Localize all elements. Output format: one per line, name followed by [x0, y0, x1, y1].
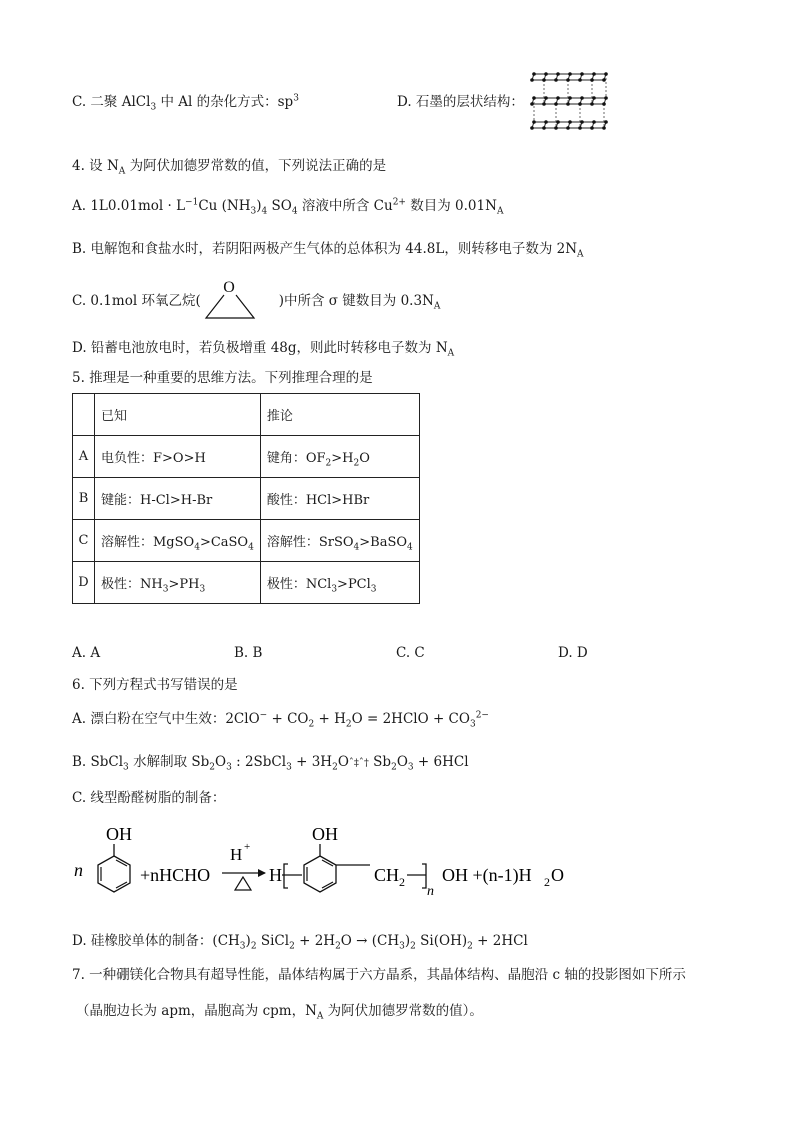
- table-row: [73, 436, 420, 478]
- text-fragment: 4. 设 N: [72, 158, 119, 174]
- text-fragment: O: [396, 754, 408, 770]
- text-fragment: 溶解性：SrSO: [266, 535, 354, 550]
- q3-option-c: [72, 93, 299, 111]
- known-cell: [95, 436, 261, 478]
- text-fragment: 4: [194, 542, 200, 553]
- svg-text:2: 2: [399, 875, 405, 889]
- q6-stem: 6. 下列方程式书写错误的是: [72, 677, 238, 693]
- text-fragment: −: [259, 710, 268, 721]
- text-fragment: 3: [123, 762, 129, 773]
- text-fragment: 3: [150, 102, 157, 113]
- text-fragment: A: [447, 348, 455, 359]
- q5-option-b: B. B: [234, 645, 263, 661]
- text-fragment: O: [359, 451, 370, 466]
- table-header-cell: [73, 394, 95, 436]
- q6-option-b: [72, 753, 469, 773]
- text-fragment: 极性：NH: [101, 577, 163, 592]
- phenolic-resin-equation: [70, 820, 570, 900]
- text-fragment: 2: [308, 719, 315, 730]
- q6-option-c: C. 线型酚醛树脂的制备：: [72, 790, 226, 806]
- text-fragment: 2: [345, 719, 352, 730]
- text-fragment: + 6HCl: [413, 754, 469, 770]
- text-fragment: : 2SbCl: [231, 754, 287, 770]
- text-fragment: 3: [199, 584, 206, 595]
- svg-text:2: 2: [544, 875, 550, 889]
- text-fragment: O: [215, 754, 227, 770]
- text-fragment: 2: [209, 762, 215, 773]
- text-fragment: Sb: [368, 754, 392, 770]
- oxygen-atom-label: O: [223, 279, 235, 296]
- text-fragment: ): [245, 933, 251, 949]
- text-fragment: 3: [250, 206, 257, 217]
- q3-option-d: [397, 93, 524, 111]
- methylene-label: CH: [374, 865, 400, 885]
- text-fragment: ): [404, 933, 411, 949]
- product-tail: OH +(n-1)H: [442, 865, 532, 885]
- text-fragment: 为阿伏加德罗常数的值，下列说法正确的是: [125, 158, 387, 174]
- text-fragment: 2: [391, 762, 397, 773]
- text-fragment: 3: [469, 719, 476, 730]
- text-fragment: C. 0.1mol 环氧乙烷(: [72, 293, 201, 309]
- text-fragment: Si(OH): [415, 933, 468, 949]
- text-fragment: O → (CH: [340, 933, 400, 949]
- q5-option-c: C. C: [396, 645, 425, 661]
- repeat-count-n: n: [427, 884, 434, 899]
- text-fragment: 3: [407, 762, 414, 773]
- text-fragment: 中 Al 的杂化方式：sp: [156, 94, 294, 110]
- text-fragment: Cu (NH: [198, 198, 251, 214]
- text-fragment: 溶液中所含 Cu: [297, 198, 393, 214]
- text-fragment: 2: [335, 941, 341, 952]
- known-cell: [95, 562, 261, 604]
- q4-stem: [72, 157, 386, 175]
- text-fragment: 3: [331, 584, 338, 595]
- text-fragment: D. 铅蓄电池放电时，若负极增重 48g，则此时转移电子数为 N: [72, 340, 448, 356]
- row-label: A: [73, 436, 95, 478]
- graphite-layer-structure-image: [528, 66, 612, 136]
- text-fragment: 2−: [475, 710, 489, 721]
- inference-cell: [260, 520, 419, 562]
- q5-option-d: D. D: [558, 645, 588, 661]
- text-fragment: （晶胞边长为 apm，晶胞高为 cpm，N: [76, 1003, 317, 1019]
- text-fragment: 3: [239, 941, 246, 952]
- text-fragment: O: [337, 754, 349, 770]
- known-cell: [95, 520, 261, 562]
- text-fragment: 3: [226, 762, 232, 773]
- text-fragment: 键能：H-Cl>H-Br: [101, 493, 213, 508]
- text-fragment: 3: [399, 941, 405, 952]
- text-fragment: 2: [325, 458, 332, 469]
- svg-text:+: +: [244, 841, 251, 853]
- text-fragment: >PCl: [337, 577, 371, 592]
- text-fragment: B. 电解饱和食盐水时，若阴阳两极产生气体的总体积为 44.8L，则转移电子数为 2N: [72, 241, 578, 257]
- row-label: B: [73, 478, 95, 520]
- text-fragment: B. SbCl: [72, 754, 124, 770]
- q4-option-b: [72, 240, 584, 258]
- heat-triangle: [235, 877, 251, 890]
- q4-option-d: [72, 339, 454, 357]
- text-fragment: A. 1L0.01mol · L: [72, 198, 186, 214]
- text-fragment: + 2H: [294, 933, 336, 949]
- text-fragment: SO: [267, 198, 292, 214]
- text-fragment: 4: [353, 542, 360, 553]
- q7-line2: [76, 1002, 483, 1020]
- svg-text:O: O: [551, 865, 564, 885]
- text-fragment: )中所含 σ 键数目为 0.3N: [278, 293, 434, 309]
- text-fragment: 2: [353, 458, 360, 469]
- text-fragment: + CO: [267, 711, 309, 727]
- text-fragment: 4: [407, 542, 413, 553]
- inference-cell: [260, 562, 419, 604]
- plus-formaldehyde: +nHCHO: [140, 865, 211, 885]
- text-fragment: 极性：NCl: [266, 577, 332, 592]
- text-fragment: 酸性：HCl>HBr: [266, 493, 370, 508]
- q6-option-a: [72, 710, 489, 728]
- text-fragment: 键角：OF: [266, 451, 326, 466]
- text-fragment: 2: [332, 762, 338, 773]
- text-fragment: A: [316, 1011, 324, 1022]
- text-fragment: ): [256, 198, 262, 214]
- text-fragment: 2: [410, 941, 416, 952]
- text-fragment: 2+: [392, 197, 406, 208]
- text-fragment: 3: [293, 93, 299, 104]
- text-fragment: 水解制取 Sb: [128, 754, 210, 770]
- text-fragment: 为阿伏加德罗常数的值）。: [323, 1003, 483, 1019]
- hydroxyl-label: OH: [312, 824, 338, 844]
- text-fragment: D. 硅橡胶单体的制备：(CH: [72, 933, 240, 949]
- text-fragment: 2: [467, 941, 473, 952]
- table-header-cell: 已知: [95, 394, 261, 436]
- known-cell: [95, 478, 261, 520]
- q5-stem: 5. 推理是一种重要的思维方法。下列推理合理的是: [72, 370, 373, 386]
- table-header-row: [73, 394, 420, 436]
- text-fragment: SiCl: [256, 933, 290, 949]
- benzene-ring: [98, 856, 130, 892]
- text-fragment: 4: [248, 542, 254, 553]
- text-fragment: A: [118, 166, 126, 177]
- text-fragment: A. 漂白粉在空气中生效：2ClO: [72, 711, 260, 727]
- text-fragment: >BaSO: [359, 535, 408, 550]
- text-fragment: A: [496, 206, 504, 217]
- text-fragment: C. 二聚 AlCl: [72, 94, 151, 110]
- text-fragment: + 2HCl: [472, 933, 528, 949]
- q5-table: [72, 393, 420, 604]
- catalyst-label: H: [230, 845, 243, 864]
- text-fragment: ˆ‡ˆ†: [348, 758, 369, 769]
- text-fragment: 2: [289, 941, 295, 952]
- text-fragment: A: [577, 249, 584, 260]
- coefficient-n: n: [74, 860, 83, 880]
- row-label: C: [73, 520, 95, 562]
- text-fragment: 3: [162, 584, 169, 595]
- text-fragment: A: [433, 301, 441, 312]
- text-fragment: O = 2HClO + CO: [351, 711, 470, 727]
- table-row: [73, 478, 420, 520]
- q7-line1: 7. 一种硼镁化合物具有超导性能，晶体结构属于六方晶系，其晶体结构、晶胞沿 c 轴的投影图如下所示: [72, 967, 686, 983]
- text-fragment: 4: [291, 206, 298, 217]
- inference-cell: [260, 478, 419, 520]
- text-fragment: 3: [370, 584, 377, 595]
- chain-end-h: H: [269, 865, 282, 885]
- text-fragment: >PH: [168, 577, 200, 592]
- epoxy-ethane-structure: [198, 276, 264, 322]
- q5-option-a: A. A: [72, 645, 101, 661]
- text-fragment: + 3H: [291, 754, 333, 770]
- table-header-cell: 推论: [260, 394, 419, 436]
- text-fragment: 3: [286, 762, 292, 773]
- text-fragment: 数目为 0.01N: [405, 198, 497, 214]
- hydroxyl-label: OH: [106, 824, 132, 844]
- benzene-ring: [304, 856, 336, 892]
- text-fragment: >H: [331, 451, 354, 466]
- text-fragment: 2: [250, 941, 257, 952]
- text-fragment: 4: [261, 206, 268, 217]
- table-row: [73, 562, 420, 604]
- text-fragment: −1: [185, 197, 199, 208]
- table-row: [73, 520, 420, 562]
- text-fragment: 电负性：F>O>H: [101, 451, 206, 466]
- text-fragment: + H: [314, 711, 346, 727]
- text-fragment: 溶解性：MgSO: [101, 535, 195, 550]
- q4-option-a: [72, 197, 503, 215]
- inference-cell: [260, 436, 419, 478]
- q6-option-d: [72, 932, 528, 950]
- text-fragment: D. 石墨的层状结构：: [397, 94, 524, 110]
- text-fragment: >CaSO: [199, 535, 249, 550]
- row-label: D: [73, 562, 95, 604]
